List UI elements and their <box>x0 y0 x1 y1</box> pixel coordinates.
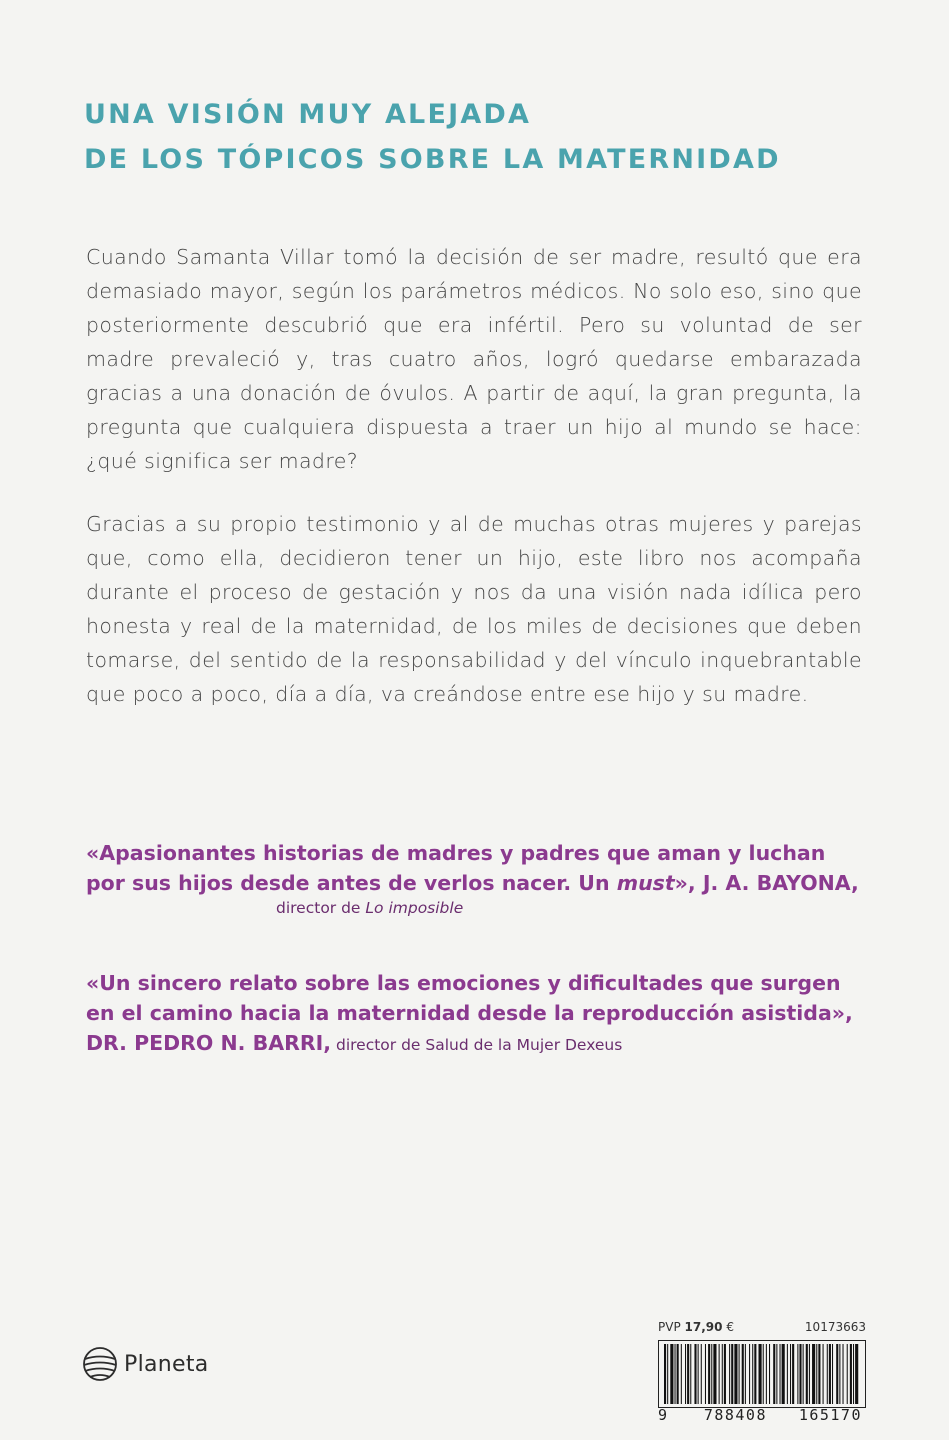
barcode-bar <box>787 1344 788 1404</box>
blurb-quote-1 <box>86 838 866 918</box>
barcode-bar <box>698 1344 699 1404</box>
barcode-bar <box>843 1344 844 1404</box>
barcode-bar <box>773 1344 775 1404</box>
barcode-bar <box>792 1344 794 1404</box>
barcode-bar <box>799 1344 801 1404</box>
quote-1-role <box>86 898 866 918</box>
barcode-bar <box>677 1344 679 1404</box>
synopsis-paragraph-2: Gracias a su propio testimonio y al de muchas otras mujeres y parejas que, como ella, decidieron tener un hijo, este libro nos acompaña durante el proceso de gestación y nos da una visión nada idílica pero honesta y real de la maternidad, de los miles de decisiones que deben tomarse, del sentido de la responsabilidad y del vínculo inquebrantable que poco a poco, día a día, va creándose entre ese hijo y su madre. <box>86 512 862 706</box>
barcode-bar <box>749 1344 750 1404</box>
isbn-digits <box>658 1406 866 1424</box>
barcode-bar <box>816 1344 817 1404</box>
quote-1-text: «Apasionantes historias de madres y padres que aman y luchan por sus hijos desde antes de verlos nacer. Un <box>86 841 826 895</box>
headline <box>84 92 884 182</box>
price-value: 17,90 <box>684 1320 723 1334</box>
barcode-bar <box>829 1344 831 1404</box>
barcode-bar <box>839 1344 840 1404</box>
isbn-first-digit: 9 <box>658 1406 668 1424</box>
barcode-bar <box>847 1344 848 1404</box>
barcode-bar <box>701 1344 702 1404</box>
barcode-bar <box>832 1344 833 1404</box>
currency: € <box>726 1320 734 1334</box>
synopsis-paragraph-1: Cuando Samanta Villar tomó la decisión de ser madre, resultó que era demasiado mayor, según los parámetros médicos. No solo eso, sino que posteriormente descubrió que era infértil. Pero su voluntad de ser madre prevaleció y, tras cuatro años, logró quedarse embarazada gracias a una donación de óvulos. A partir de aquí, la gran pregunta, la pregunta que cualquiera dispuesta a traer un hijo al mundo se hace: ¿qué significa ser madre? <box>86 245 862 473</box>
quote-2-author: DR. PEDRO N. BARRI, <box>86 1031 332 1055</box>
pvp-label: PVP <box>658 1320 681 1334</box>
barcode-bar <box>745 1344 746 1404</box>
barcode-bar <box>823 1344 824 1404</box>
barcode-bar <box>739 1344 740 1404</box>
publisher-name: Planeta <box>124 1351 209 1377</box>
barcode-bar <box>763 1344 764 1404</box>
quote-2-text: «Un sincero relato sobre las emociones y dificultades que surgen en el camino hacia la maternidad desde la reproducción asistida», <box>86 971 853 1025</box>
barcode-bar <box>690 1344 691 1404</box>
barcode-bar <box>766 1344 767 1404</box>
barcode-bar <box>708 1344 710 1404</box>
product-code: 10173663 <box>804 1320 866 1334</box>
blurb-quote-2 <box>86 968 866 1060</box>
barcode-bar <box>776 1344 777 1404</box>
quote-1-role-title: Lo imposible <box>365 899 464 917</box>
barcode-bar <box>670 1344 673 1404</box>
quote-1-role-prefix: director de <box>276 899 366 917</box>
barcode-bar <box>724 1344 726 1404</box>
barcode-bar <box>734 1344 737 1404</box>
barcode-bar <box>797 1344 798 1404</box>
barcode-bar <box>836 1344 838 1404</box>
barcode-bar <box>694 1344 696 1404</box>
barcode-bar <box>803 1344 804 1404</box>
barcode-bar <box>759 1344 762 1404</box>
barcode-bar <box>681 1344 682 1404</box>
isbn-group-1: 788408 <box>703 1406 767 1424</box>
barcode-bar <box>729 1344 730 1404</box>
barcode-bar <box>722 1344 723 1404</box>
headline-line-1: UNA VISIÓN MUY ALEJADA <box>84 99 532 130</box>
barcode-bar <box>713 1344 716 1404</box>
barcode-bar <box>853 1344 854 1404</box>
barcode-bar <box>812 1344 815 1404</box>
barcode-bar <box>850 1344 852 1404</box>
barcode-bar <box>742 1344 744 1404</box>
barcode-bar <box>809 1344 810 1404</box>
barcode-bar <box>705 1344 706 1404</box>
barcode-bar <box>685 1344 686 1404</box>
barcode-bar <box>711 1344 712 1404</box>
barcode-bar <box>827 1344 828 1404</box>
price-label <box>658 1320 734 1338</box>
barcode-bar <box>664 1344 666 1404</box>
barcode-bar <box>731 1344 733 1404</box>
barcode-bar <box>754 1344 756 1404</box>
barcode-block <box>658 1320 866 1424</box>
quote-1-text-end: », <box>674 871 703 895</box>
quote-1-author: J. A. BAYONA, <box>702 871 859 895</box>
price-row <box>658 1320 866 1338</box>
barcode-bar <box>719 1344 720 1404</box>
isbn-group-2: 165170 <box>798 1406 862 1424</box>
quote-2-role: director de Salud de la Mujer Dexeus <box>331 1036 623 1054</box>
quote-1-emphasis: must <box>616 871 675 895</box>
barcode-bar <box>675 1344 676 1404</box>
barcode-bar <box>818 1344 820 1404</box>
barcode-bar <box>780 1344 781 1404</box>
barcode-bar <box>790 1344 791 1404</box>
barcode-bar <box>855 1344 858 1404</box>
barcode-bar <box>752 1344 753 1404</box>
barcode <box>658 1340 866 1408</box>
barcode-frame <box>659 1341 866 1408</box>
barcode-bar <box>782 1344 785 1404</box>
barcode-bar <box>769 1344 770 1404</box>
publisher-logo <box>82 1346 209 1382</box>
barcode-bar <box>687 1344 689 1404</box>
headline-line-2: DE LOS TÓPICOS SOBRE LA MATERNIDAD <box>84 144 781 175</box>
globe-icon <box>82 1346 118 1382</box>
barcode-bar <box>667 1344 668 1404</box>
barcode-bar <box>806 1344 808 1404</box>
